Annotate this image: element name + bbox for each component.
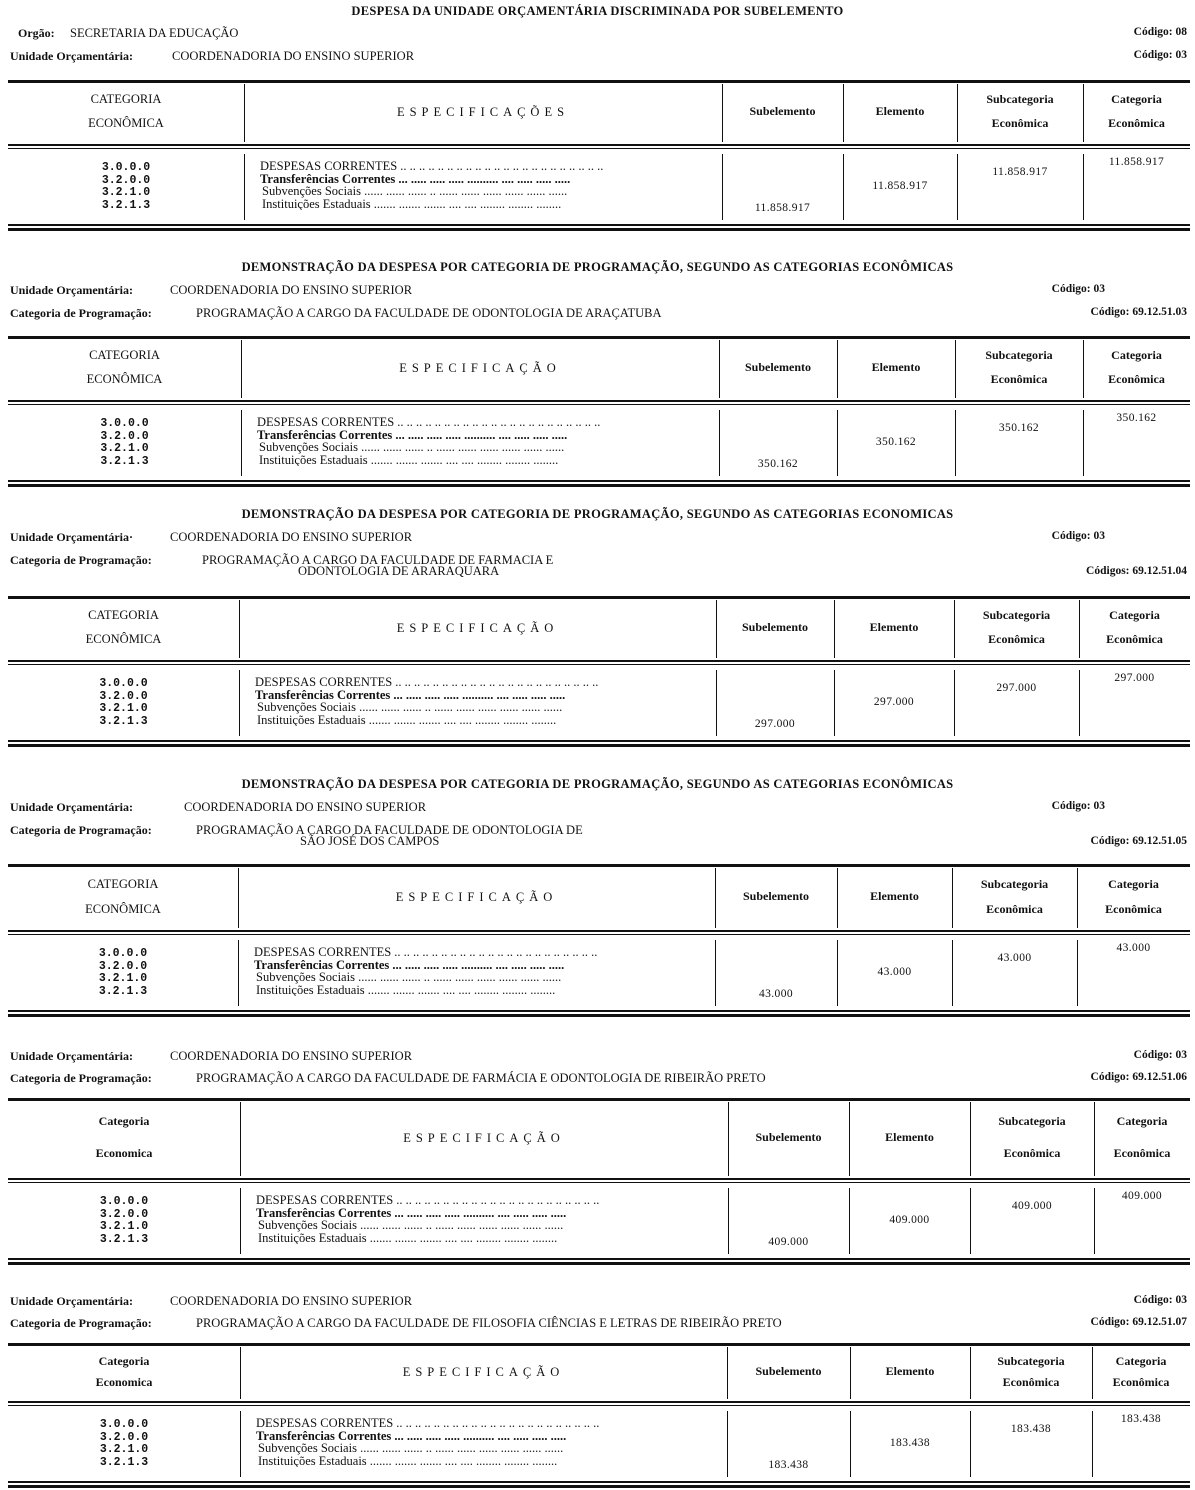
specification-item: Transferências Correntes ... ..... ..... ..... .......... .... ..... ..... .....: [256, 1206, 567, 1219]
column-divider: [970, 1188, 971, 1254]
header-subcategoria-economica-line: Econômica: [991, 116, 1049, 131]
category-code: 3.2.1.3: [98, 984, 148, 998]
section-title: DEMONSTRAÇÃO DA DESPESA POR CATEGORIA DE PROGRAMAÇÃO, SEGUNDO AS CATEGORIAS ECONÔMICAS: [241, 260, 954, 274]
value-subelemento: 183.438: [768, 1459, 809, 1471]
table-header-rule: [8, 144, 1190, 146]
table-bottom-rule: [8, 224, 1190, 226]
value-subcategoria: 43.000: [997, 952, 1032, 964]
category-code: 3.2.1.3: [101, 198, 151, 212]
header-cat-line: Economica: [95, 1374, 153, 1389]
table-bottom-rule: [8, 740, 1190, 742]
header-subcategoria-economica-line: Econômica: [1003, 1146, 1061, 1161]
unidade-code: Código: 03: [1133, 1049, 1187, 1061]
value-categoria: 297.000: [1114, 672, 1155, 684]
categoria-code: Código: 69.12.51.03: [1090, 306, 1187, 318]
specification-item: Subvenções Sociais ...... ...... ...... .. ...... ...... ...... ...... ...... ......: [256, 971, 562, 984]
specification-item: DESPESAS CORRENTES .. .. .. .. .. .. .. .. .. .. .. .. .. .. .. .. .. .. .. .. .. ..: [255, 676, 599, 689]
categoria-value: PROGRAMAÇÃO A CARGO DA FACULDADE DE ODONTOLOGIA DE ARAÇATUBA: [196, 306, 662, 320]
header-categoria-total: [1094, 1106, 1190, 1170]
value-subcategoria: 297.000: [996, 682, 1037, 694]
header-subelemento: Subelemento: [743, 889, 809, 904]
header-cat-line: ECONÔMICA: [88, 116, 164, 131]
header-subcategoria-economica-line: Subcategoria: [986, 92, 1054, 107]
header-categoria-economica: [8, 1106, 240, 1170]
category-code: 3.0.0.0: [101, 161, 151, 174]
category-code: 3.2.0.0: [100, 429, 149, 443]
specification-item: Transferências Correntes ... ..... ..... ..... .......... .... ..... ..... .....: [260, 172, 571, 185]
value-subcategoria: 409.000: [1011, 1200, 1053, 1212]
value-categoria: 43.000: [1116, 942, 1151, 954]
header-cat-line: CATEGORIA: [89, 348, 160, 363]
table-header-rule-2: [8, 404, 1190, 405]
specification-item: Transferências Correntes ... ..... ..... ..... .......... .... ..... ..... .....: [255, 688, 566, 701]
specification-item: DESPESAS CORRENTES .. .. .. .. .. .. .. .. .. .. .. .. .. .. .. .. .. .. .. .. .. ..: [260, 160, 604, 173]
header-cat-line: Categoria: [98, 1114, 150, 1129]
specification-items: [260, 160, 716, 210]
specification-item: Subvenções Sociais ...... ...... ...... .. ...... ...... ...... ...... ...... ......: [262, 185, 568, 198]
value-elemento: 297.000: [873, 696, 915, 708]
column-divider: [955, 410, 956, 476]
unidade-code: Código: 03: [1051, 800, 1105, 812]
category-code: 3.2.0.0: [99, 689, 148, 703]
categoria-value-line2: SÃO JOSÉ DOS CAMPOS: [300, 834, 440, 848]
header-subcategoria-economica-line: Subcategoria: [980, 876, 1049, 891]
value-categoria: 183.438: [1120, 1413, 1162, 1425]
header-categoria-total: [1083, 88, 1190, 136]
unidade-value: COORDENADORIA DO ENSINO SUPERIOR: [170, 283, 413, 297]
categoria-value: PROGRAMAÇÃO A CARGO DA FACULDADE DE FILOSOFIA CIÊNCIAS E LETRAS DE RIBEIRÃO PRETO: [196, 1316, 782, 1330]
value-categoria: 11.858.917: [1108, 156, 1165, 168]
header-categoria-total-line: Econômica: [1112, 1374, 1170, 1389]
specification-item: Transferências Correntes ... ..... ..... ..... .......... .... ..... ..... .....: [254, 958, 565, 971]
header-cat-line: CATEGORIA: [87, 876, 159, 891]
unidade-code: Código: 03: [1051, 530, 1105, 542]
orgao-value: SECRETARIA DA EDUCAÇÃO: [70, 26, 239, 40]
category-code: 3.2.1.3: [99, 1455, 149, 1469]
categoria-label: Categoria de Programação:: [10, 553, 152, 567]
value-subelemento: 350.162: [757, 458, 799, 470]
header-subelemento: Subelemento: [742, 620, 808, 635]
header-categoria-economica: [8, 88, 244, 136]
header-subelemento: Subelemento: [755, 1364, 822, 1379]
header-subcategoria-economica: [955, 344, 1083, 392]
value-categoria: 409.000: [1121, 1190, 1163, 1202]
table-header-rule: [8, 1401, 1190, 1403]
header-categoria-total: [1083, 344, 1190, 392]
header-subelemento: Subelemento: [749, 104, 816, 119]
specification-item: DESPESAS CORRENTES .. .. .. .. .. .. .. .. .. .. .. .. .. .. .. .. .. .. .. .. .. ..: [256, 1417, 600, 1430]
category-code: 3.2.1.0: [99, 702, 148, 715]
specification-items: [257, 416, 713, 466]
header-categoria-economica: [8, 604, 239, 652]
document-title: DESPESA DA UNIDADE ORÇAMENTÁRIA DISCRIMINADA POR SUBELEMENTO: [351, 4, 844, 18]
header-especificacao: ESPECIFICAÇÃO: [402, 1364, 565, 1379]
header-categoria-total-line: Categoria: [1111, 92, 1162, 107]
value-subcategoria: 183.438: [1010, 1423, 1052, 1435]
orgao-label: Orgão:: [18, 26, 55, 40]
header-cat-line: ECONÔMICA: [85, 901, 161, 916]
unidade-value: COORDENADORIA DO ENSINO SUPERIOR: [172, 49, 415, 63]
value-elemento: 409.000: [889, 1214, 930, 1226]
unidade-label: Unidade Orçamentária:: [10, 1049, 133, 1063]
category-code: 3.0.0.0: [99, 677, 148, 690]
header-especificacao: ESPECIFICAÇÕES: [396, 104, 570, 119]
unidade-label: Unidade Orçamentária:: [10, 49, 133, 63]
header-elemento: Elemento: [869, 620, 919, 635]
header-categoria-total-line: Categoria: [1108, 876, 1159, 891]
category-codes: [8, 948, 238, 998]
header-cat-line: CATEGORIA: [88, 608, 159, 623]
specification-item: Instituições Estaduais ....... ....... ....... .... .... ........ ........ ........: [256, 983, 556, 996]
header-subcategoria-economica: [970, 1106, 1094, 1170]
header-categoria-total-line: Categoria: [1111, 348, 1162, 363]
specification-items: [256, 1194, 722, 1244]
header-especificacao: ESPECIFICAÇÃO: [399, 360, 561, 375]
categoria-label: Categoria de Programação:: [10, 306, 152, 320]
specification-item: Instituições Estaduais ....... ....... ....... .... .... ........ ........ ........: [258, 1231, 558, 1244]
category-codes: [8, 1419, 240, 1469]
column-divider: [952, 940, 953, 1006]
value-elemento: 183.438: [889, 1437, 931, 1449]
category-code: 3.0.0.0: [98, 947, 148, 960]
table-header-rule-2: [8, 1182, 1190, 1183]
column-divider: [239, 670, 240, 736]
specification-item: DESPESAS CORRENTES .. .. .. .. .. .. .. .. .. .. .. .. .. .. .. .. .. .. .. .. .. ..: [257, 416, 601, 429]
unidade-label: Unidade Orçamentária:: [10, 1294, 133, 1308]
orgao-code: Código: 08: [1133, 26, 1187, 38]
header-categoria-total: [1092, 1351, 1190, 1393]
unidade-code: Código: 03: [1133, 1294, 1187, 1306]
table-bottom-rule-2: [8, 1014, 1190, 1017]
category-code: 3.2.1.0: [101, 186, 151, 199]
header-categoria-total: [1077, 872, 1190, 922]
header-elemento: Elemento: [885, 1364, 935, 1379]
table-header-rule: [8, 1178, 1190, 1180]
category-code: 3.2.0.0: [99, 1207, 149, 1221]
header-subcategoria-economica: [957, 88, 1083, 136]
table-header-rule: [8, 400, 1190, 402]
header-subcategoria-economica-line: Subcategoria: [998, 1114, 1066, 1129]
table-bottom-rule-2: [8, 484, 1190, 487]
unidade-label: Unidade Orçamentária·: [10, 530, 133, 544]
category-codes: [8, 678, 239, 728]
specification-item: Transferências Correntes ... ..... ..... ..... .......... .... ..... ..... .....: [256, 1429, 567, 1442]
table-header-rule-2: [8, 1405, 1190, 1406]
specification-items: [254, 946, 709, 996]
category-code: 3.2.0.0: [101, 173, 151, 187]
table-header-rule: [8, 930, 1190, 932]
specification-item: Instituições Estaduais ....... ....... ....... .... .... ........ ........ ........: [258, 1454, 558, 1467]
categoria-label: Categoria de Programação:: [10, 1316, 152, 1330]
specification-item: DESPESAS CORRENTES .. .. .. .. .. .. .. .. .. .. .. .. .. .. .. .. .. .. .. .. .. ..: [256, 1194, 600, 1207]
header-categoria-economica: [8, 344, 241, 392]
header-subelemento: Subelemento: [745, 360, 811, 375]
category-code: 3.0.0.0: [99, 1418, 149, 1431]
header-categoria-total-line: Econômica: [1108, 372, 1165, 387]
category-codes: [8, 1196, 240, 1246]
header-subcategoria-economica: [952, 872, 1077, 922]
header-subcategoria-economica-line: Subcategoria: [985, 348, 1053, 363]
header-subcategoria-economica: [970, 1351, 1092, 1393]
header-categoria-total-line: Categoria: [1115, 1353, 1167, 1368]
specification-item: Subvenções Sociais ...... ...... ...... .. ...... ...... ...... ...... ...... ......: [259, 441, 565, 454]
header-categoria-total-line: Econômica: [1108, 116, 1165, 131]
specification-item: Instituições Estaduais ....... ....... ....... .... .... ........ ........ ........: [257, 713, 557, 726]
column-divider: [957, 154, 958, 220]
unidade-label: Unidade Orçamentária:: [10, 800, 133, 814]
column-divider: [238, 940, 239, 1006]
header-cat-line: CATEGORIA: [90, 92, 162, 107]
header-subcategoria-economica: [954, 604, 1079, 652]
category-code: 3.2.1.0: [99, 1443, 149, 1456]
column-divider: [244, 154, 245, 220]
table-header-rule-2: [8, 664, 1190, 665]
value-categoria: 350.162: [1116, 412, 1157, 424]
header-categoria-economica: [8, 1351, 240, 1393]
categoria-label: Categoria de Programação:: [10, 1071, 152, 1085]
table-bottom-rule-2: [8, 1262, 1190, 1265]
header-subcategoria-economica-line: Subcategoria: [982, 608, 1051, 623]
header-subelemento: Subelemento: [755, 1130, 822, 1145]
header-elemento: Elemento: [885, 1130, 934, 1145]
table-bottom-rule: [8, 1258, 1190, 1260]
table-bottom-rule: [8, 480, 1190, 482]
header-cat-line: Categoria: [98, 1353, 150, 1368]
column-divider: [241, 410, 242, 476]
specification-item: Instituições Estaduais ....... ....... ....... .... .... ........ ........ ........: [262, 197, 562, 210]
header-categoria-total: [1079, 604, 1190, 652]
table-header-rule: [8, 660, 1190, 662]
unidade-value: COORDENADORIA DO ENSINO SUPERIOR: [170, 1294, 413, 1308]
categoria-code: Código: 69.12.51.05: [1090, 835, 1187, 847]
table-bottom-rule-2: [8, 228, 1190, 231]
category-code: 3.2.1.0: [100, 442, 149, 455]
unidade-code: Código: 03: [1051, 283, 1105, 295]
unidade-value: COORDENADORIA DO ENSINO SUPERIOR: [170, 1049, 413, 1063]
value-elemento: 350.162: [875, 436, 917, 448]
header-categoria-total-line: Econômica: [1105, 901, 1162, 916]
value-subcategoria: 11.858.917: [992, 166, 1048, 178]
specification-item: Subvenções Sociais ...... ...... ...... .. ...... ...... ...... ...... ...... ......: [258, 1219, 564, 1232]
table-bottom-rule-2: [8, 1485, 1190, 1488]
header-especificacao: ESPECIFICAÇÃO: [396, 620, 559, 635]
categoria-value: PROGRAMAÇÃO A CARGO DA FACULDADE DE FARMACIA E: [202, 553, 554, 567]
categoria-value: PROGRAMAÇÃO A CARGO DA FACULDADE DE ODONTOLOGIA DE: [196, 823, 583, 837]
header-subcategoria-economica-line: Econômica: [1002, 1374, 1060, 1389]
unidade-value: COORDENADORIA DO ENSINO SUPERIOR: [184, 800, 427, 814]
categoria-code: Código: 69.12.51.06: [1090, 1071, 1187, 1083]
specification-item: Subvenções Sociais ...... ...... ...... .. ...... ...... ...... ...... ...... ......: [257, 701, 563, 714]
table-bottom-rule: [8, 1010, 1190, 1012]
header-subcategoria-economica-line: Econômica: [988, 632, 1045, 647]
specification-item: DESPESAS CORRENTES .. .. .. .. .. .. .. .. .. .. .. .. .. .. .. .. .. .. .. .. .. ..: [254, 946, 598, 959]
header-categoria-total-line: Categoria: [1109, 608, 1160, 623]
category-code: 3.0.0.0: [99, 1195, 149, 1208]
header-especificacao: ESPECIFICAÇÃO: [403, 1130, 565, 1145]
category-code: 3.0.0.0: [100, 417, 149, 430]
category-code: 3.2.1.0: [98, 972, 148, 985]
section-title: DEMONSTRAÇÃO DA DESPESA POR CATEGORIA DE PROGRAMAÇÃO, SEGUNDO AS CATEGORIAS ECONÔMICAS: [241, 777, 954, 791]
header-cat-line: Economica: [95, 1146, 153, 1161]
category-code: 3.2.1.0: [99, 1220, 149, 1233]
header-categoria-economica: [8, 872, 238, 922]
header-categoria-total-line: Categoria: [1116, 1114, 1168, 1129]
header-elemento: Elemento: [870, 889, 919, 904]
column-divider: [240, 1188, 241, 1254]
unidade-code: Código: 03: [1133, 49, 1187, 61]
value-subelemento: 11.858.917: [754, 202, 811, 214]
header-subcategoria-economica-line: Subcategoria: [997, 1353, 1065, 1368]
category-code: 3.2.1.3: [99, 714, 148, 728]
value-subelemento: 297.000: [754, 718, 796, 730]
table-header-rule-2: [8, 934, 1190, 935]
category-codes: [8, 418, 241, 468]
header-categoria-total-line: Econômica: [1106, 632, 1163, 647]
specification-items: [256, 1417, 721, 1467]
value-elemento: 43.000: [877, 966, 912, 978]
section-title: DEMONSTRAÇÃO DA DESPESA POR CATEGORIA DE PROGRAMAÇÃO, SEGUNDO AS CATEGORIAS ECONOMICAS: [241, 507, 954, 521]
header-elemento: Elemento: [871, 360, 921, 375]
table-bottom-rule-2: [8, 744, 1190, 747]
header-cat-line: ECONÔMICA: [85, 632, 162, 647]
header-subcategoria-economica-line: Econômica: [986, 901, 1043, 916]
specification-items: [255, 676, 710, 726]
table-bottom-rule: [8, 1481, 1190, 1483]
categoria-value: PROGRAMAÇÃO A CARGO DA FACULDADE DE FARMÁCIA E ODONTOLOGIA DE RIBEIRÃO PRETO: [196, 1071, 766, 1085]
unidade-value: COORDENADORIA DO ENSINO SUPERIOR: [170, 530, 413, 544]
specification-item: Transferências Correntes ... ..... ..... ..... .......... .... ..... ..... .....: [257, 428, 568, 441]
table-header-rule-2: [8, 148, 1190, 149]
header-subcategoria-economica-line: Econômica: [990, 372, 1048, 387]
header-categoria-total-line: Econômica: [1113, 1146, 1171, 1161]
value-subcategoria: 350.162: [998, 422, 1040, 434]
value-subelemento: 43.000: [758, 988, 794, 1000]
unidade-label: Unidade Orçamentária:: [10, 283, 133, 297]
category-code: 3.2.0.0: [98, 959, 148, 973]
categoria-value-line2: ODONTOLOGIA DE ARARAQUARA: [298, 564, 500, 578]
categoria-code: Código: 69.12.51.07: [1090, 1316, 1187, 1328]
header-elemento: Elemento: [875, 104, 925, 119]
header-cat-line: ECONÔMICA: [86, 372, 163, 387]
column-divider: [970, 1411, 971, 1477]
category-code: 3.2.0.0: [99, 1430, 149, 1444]
categoria-code: Códigos: 69.12.51.04: [1086, 565, 1187, 577]
header-especificacao: ESPECIFICAÇÃO: [395, 889, 558, 904]
category-code: 3.2.1.3: [100, 454, 149, 468]
value-elemento: 11.858.917: [872, 180, 928, 192]
column-divider: [240, 1411, 241, 1477]
category-code: 3.2.1.3: [99, 1232, 149, 1246]
value-subelemento: 409.000: [768, 1236, 809, 1248]
category-codes: [8, 162, 244, 212]
categoria-label: Categoria de Programação:: [10, 823, 152, 837]
column-divider: [954, 670, 955, 736]
specification-item: Subvenções Sociais ...... ...... ...... .. ...... ...... ...... ...... ...... ......: [258, 1442, 564, 1455]
specification-item: Instituições Estaduais ....... ....... ....... .... .... ........ ........ ........: [259, 453, 559, 466]
